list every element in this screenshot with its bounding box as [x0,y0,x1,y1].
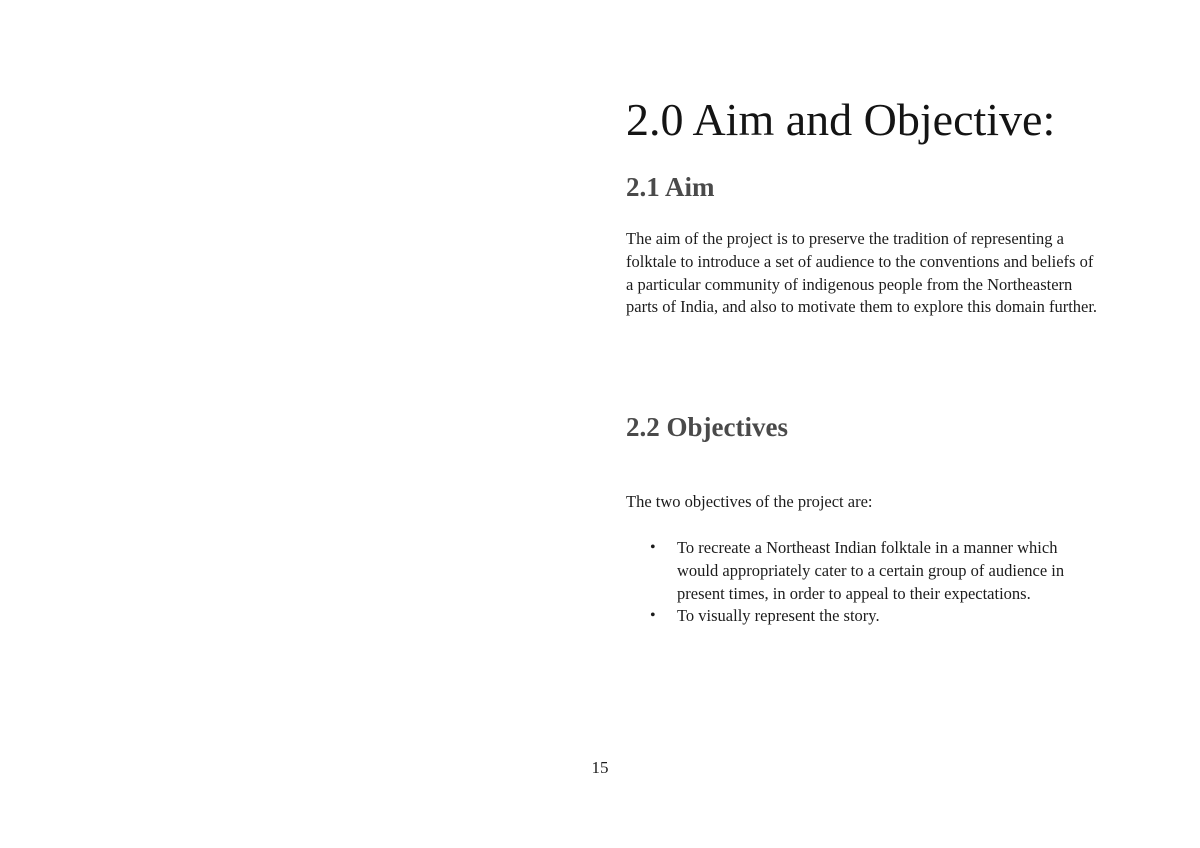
chapter-title: 2.0 Aim and Objective: [626,94,1056,145]
right-page [600,0,1200,848]
section-heading-objectives: 2.2 Objectives [626,412,788,442]
list-item-text: To visually represent the story. [677,606,880,626]
page-number: 15 [591,758,609,777]
objectives-intro: The two objectives of the project are: [626,492,873,511]
list-item-text: To recreate a Northeast Indian folktale in a manner which would appropriately cater to a certain group of audience in present times, in order to appeal to their expectations. [677,538,1065,603]
bullet-icon: • [650,539,656,556]
objectives-list [626,537,1096,628]
list-item [626,605,1096,628]
list-item [626,537,1096,605]
aim-paragraph: The aim of the project is to preserve the tradition of representing a folktale to introduce a set of audience to the conventions and beliefs of a particular community of indigenous people from the Northeastern parts of India, and also to motivate them to explore this domain further. [626,229,1098,317]
section-heading-aim: 2.1 Aim [626,172,715,202]
bullet-icon: • [650,607,656,625]
